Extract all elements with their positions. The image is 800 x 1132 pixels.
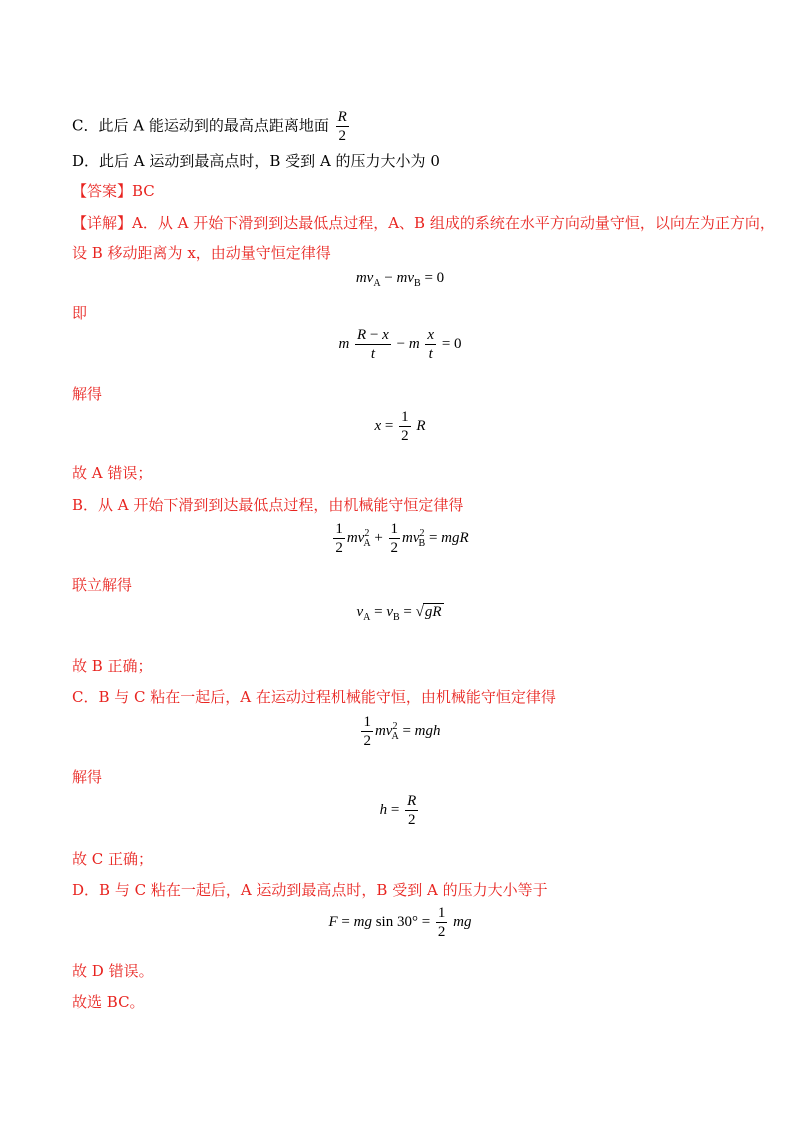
jiede-label-2: 解得: [72, 768, 103, 786]
option-c-text: C．此后 A 能运动到的最高点距离地面: [72, 116, 329, 135]
detail-line-2: 设 B 移动距离为 x，由动量守恒定律得: [72, 244, 331, 262]
b-intro-line: B．从 A 开始下滑到到达最低点过程，由机械能守恒定律得: [72, 496, 464, 514]
answer-line: 【答案】BC: [72, 182, 155, 200]
equation-x-result: x = $\frac{1}{2}$ R: [374, 409, 426, 444]
option-c-frac-num: R: [337, 109, 347, 125]
b-right-line: 故 B 正确；: [72, 657, 153, 675]
equation-displacement: m $\frac{R - x}{t}$ − m $\frac{x}{t}$ = 0: [338, 327, 462, 362]
option-c-fraction: [336, 108, 349, 145]
equation-momentum: $mv_A - mv_B = 0$: [355, 270, 445, 289]
lianli-label: 联立解得: [72, 576, 133, 594]
detail-line-1: 【详解】A．从 A 开始下滑到到达最低点过程，A、B 组成的系统在水平方向动量守恒，以向左为正方向，: [72, 214, 775, 232]
equation-energy: $\frac{1}{2}$ $mv^2_A$ + $\frac{1}{2}$ $mv^2_B$ = mgR: [335, 521, 469, 556]
option-d: D．此后 A 运动到最高点时，B 受到 A 的压力大小为 0: [72, 152, 440, 170]
d-wrong-line: 故 D 错误。: [72, 962, 154, 980]
c-right-line: 故 C 正确；: [72, 850, 154, 868]
conclusion-line: 故选 BC。: [72, 993, 145, 1011]
equation-force: F = mg sin 30° = $\frac{1}{2}$ mg: [328, 905, 472, 940]
equation-height-energy: $\frac{1}{2}$ $mv^2_A$ = mgh: [363, 714, 441, 749]
jiede-label-1: 解得: [72, 385, 103, 403]
d-intro-line: D．B 与 C 粘在一起后，A 运动到最高点时，B 受到 A 的压力大小等于: [72, 881, 548, 899]
a-wrong-line: 故 A 错误；: [72, 464, 153, 482]
option-c: [72, 108, 351, 145]
ji-label: 即: [72, 304, 88, 322]
equation-h-result: h = $\frac{R}{2}$: [379, 793, 417, 828]
equation-velocity: $v_A = v_B = √gR$: [356, 604, 442, 623]
c-intro-line: C．B 与 C 粘在一起后，A 在运动过程机械能守恒，由机械能守恒定律得: [72, 688, 556, 706]
option-c-frac-den: 2: [338, 128, 346, 144]
